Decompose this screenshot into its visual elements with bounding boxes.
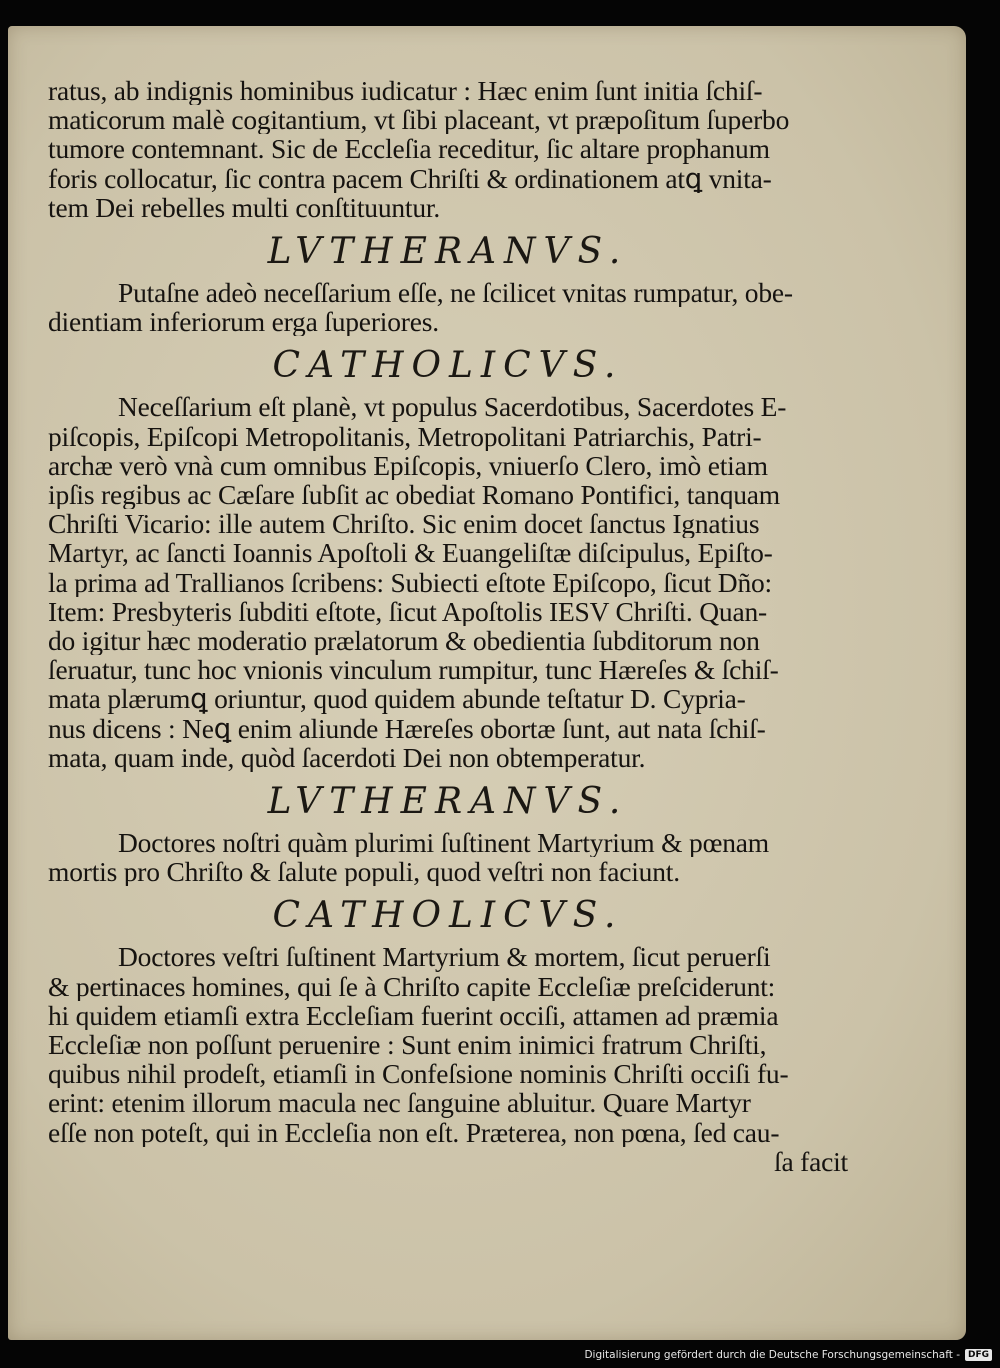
text-line: do igitur hæc moderatio prælatorum & obedientia ſubditorum non [48, 626, 760, 656]
paragraph-2 [48, 278, 848, 336]
text-line: Putaſne adeò neceſſarium eſſe, ne ſcilicet vnitas rumpatur, obe- [118, 278, 793, 308]
text-line: Martyr, ac ſancti Ioannis Apoſtoli & Euangeliſtæ diſcipulus, Epiſto- [48, 538, 773, 568]
catchword: ſa facit [774, 1145, 848, 1177]
text-line: Eccleſiæ non poſſunt peruenire : Sunt enim inimici fratrum Chriſti, [48, 1030, 767, 1060]
dfg-logo-icon: DFG [965, 1349, 992, 1361]
text-line: maticorum malè cogitantium, vt ſibi placeant, vt præpoſitum ſuperbo [48, 105, 790, 135]
text-line: Doctores noſtri quàm plurimi ſuſtinent Martyrium & pœnam [118, 828, 769, 858]
book-page [8, 26, 966, 1340]
text-line: ratus, ab indignis hominibus iudicatur : Hæc enim ſunt initia ſchiſ- [48, 76, 763, 106]
text-line: mata plærumꝗ oriuntur, quod quidem abunde teſtatur D. Cypria- [48, 684, 746, 714]
text-line: & pertinaces homines, qui ſe à Chriſto capite Eccleſiæ preſciderunt: [48, 971, 776, 1001]
text-line: la prima ad Trallianos ſcribens: Subiecti eſtote Epiſcopo, ſicut Dño: [48, 567, 772, 597]
text-line: Neceſſarium eſt planè, vt populus Sacerdotibus, Sacerdotes E- [118, 392, 787, 422]
speaker-heading-catholicus: CATHOLICVS. [272, 895, 624, 937]
speaker-heading-catholicus: CATHOLICVS. [272, 345, 624, 387]
text-line: ipſis regibus ac Cæſare ſubſit ac obediat Romano Pontifici, tanquam [48, 480, 781, 510]
paragraph-5 [48, 942, 848, 1146]
text-line: mata, quam inde, quòd ſacerdoti Dei non obtemperatur. [48, 742, 646, 773]
text-line: eſſe non poteſt, qui in Eccleſia non eſt. Præterea, non pœna, ſed cau- [48, 1117, 780, 1147]
speaker-heading-lutheranus: LVTHERANVS. [267, 781, 629, 823]
text-line: foris collocatur, ſic contra pacem Chriſti & ordinationem atꝗ vnita- [48, 163, 772, 193]
text-line: tem Dei rebelles multi conſtituuntur. [48, 192, 441, 223]
footer-credit: Digitalisierung gefördert durch die Deutsche Forschungsgemeinschaft - [584, 1349, 960, 1361]
text-line: piſcopis, Epiſcopi Metropolitanis, Metropolitani Patriarchis, Patri- [48, 421, 762, 451]
catchword-row [48, 1147, 848, 1176]
text-line: tumore contemnant. Sic de Eccleſia receditur, ſic altare prophanum [48, 134, 770, 164]
text-line: dientiam inferiorum erga ſuperiores. [48, 307, 439, 337]
paragraph-1 [48, 76, 848, 222]
page-text [48, 76, 848, 1176]
text-line: ſeruatur, tunc hoc vnionis vinculum rumpitur, tunc Hæreſes & ſchiſ- [48, 655, 779, 685]
footer [584, 1344, 992, 1366]
text-line: Item: Presbyteris ſubditi eſtote, ſicut Apoſtolis IESV Chriſti. Quan- [48, 596, 767, 627]
paragraph-3 [48, 392, 848, 772]
text-line: hi quidem etiamſi extra Eccleſiam fuerint occiſi, attamen ad præmia [48, 1000, 779, 1031]
text-line: Chriſti Vicario: ille autem Chriſto. Sic enim docet ſanctus Ignatius [48, 509, 760, 539]
text-line: nus dicens : Neꝗ enim aliunde Hæreſes obortæ ſunt, aut nata ſchiſ- [48, 713, 766, 743]
paragraph-4 [48, 828, 848, 886]
text-line: Doctores veſtri ſuſtinent Martyrium & mortem, ſicut peruerſi [118, 942, 771, 972]
speaker-heading-lutheranus: LVTHERANVS. [267, 231, 629, 273]
text-line: mortis pro Chriſto & ſalute populi, quod veſtri non faciunt. [48, 857, 680, 887]
text-line: archæ verò vnà cum omnibus Epiſcopis, vniuerſo Clero, imò etiam [48, 450, 768, 481]
text-line: erint: etenim illorum macula nec ſanguine abluitur. Quare Martyr [48, 1088, 751, 1118]
text-line: quibus nihil prodeſt, etiamſi in Confeſsione nominis Chriſti occiſi fu- [48, 1059, 789, 1089]
